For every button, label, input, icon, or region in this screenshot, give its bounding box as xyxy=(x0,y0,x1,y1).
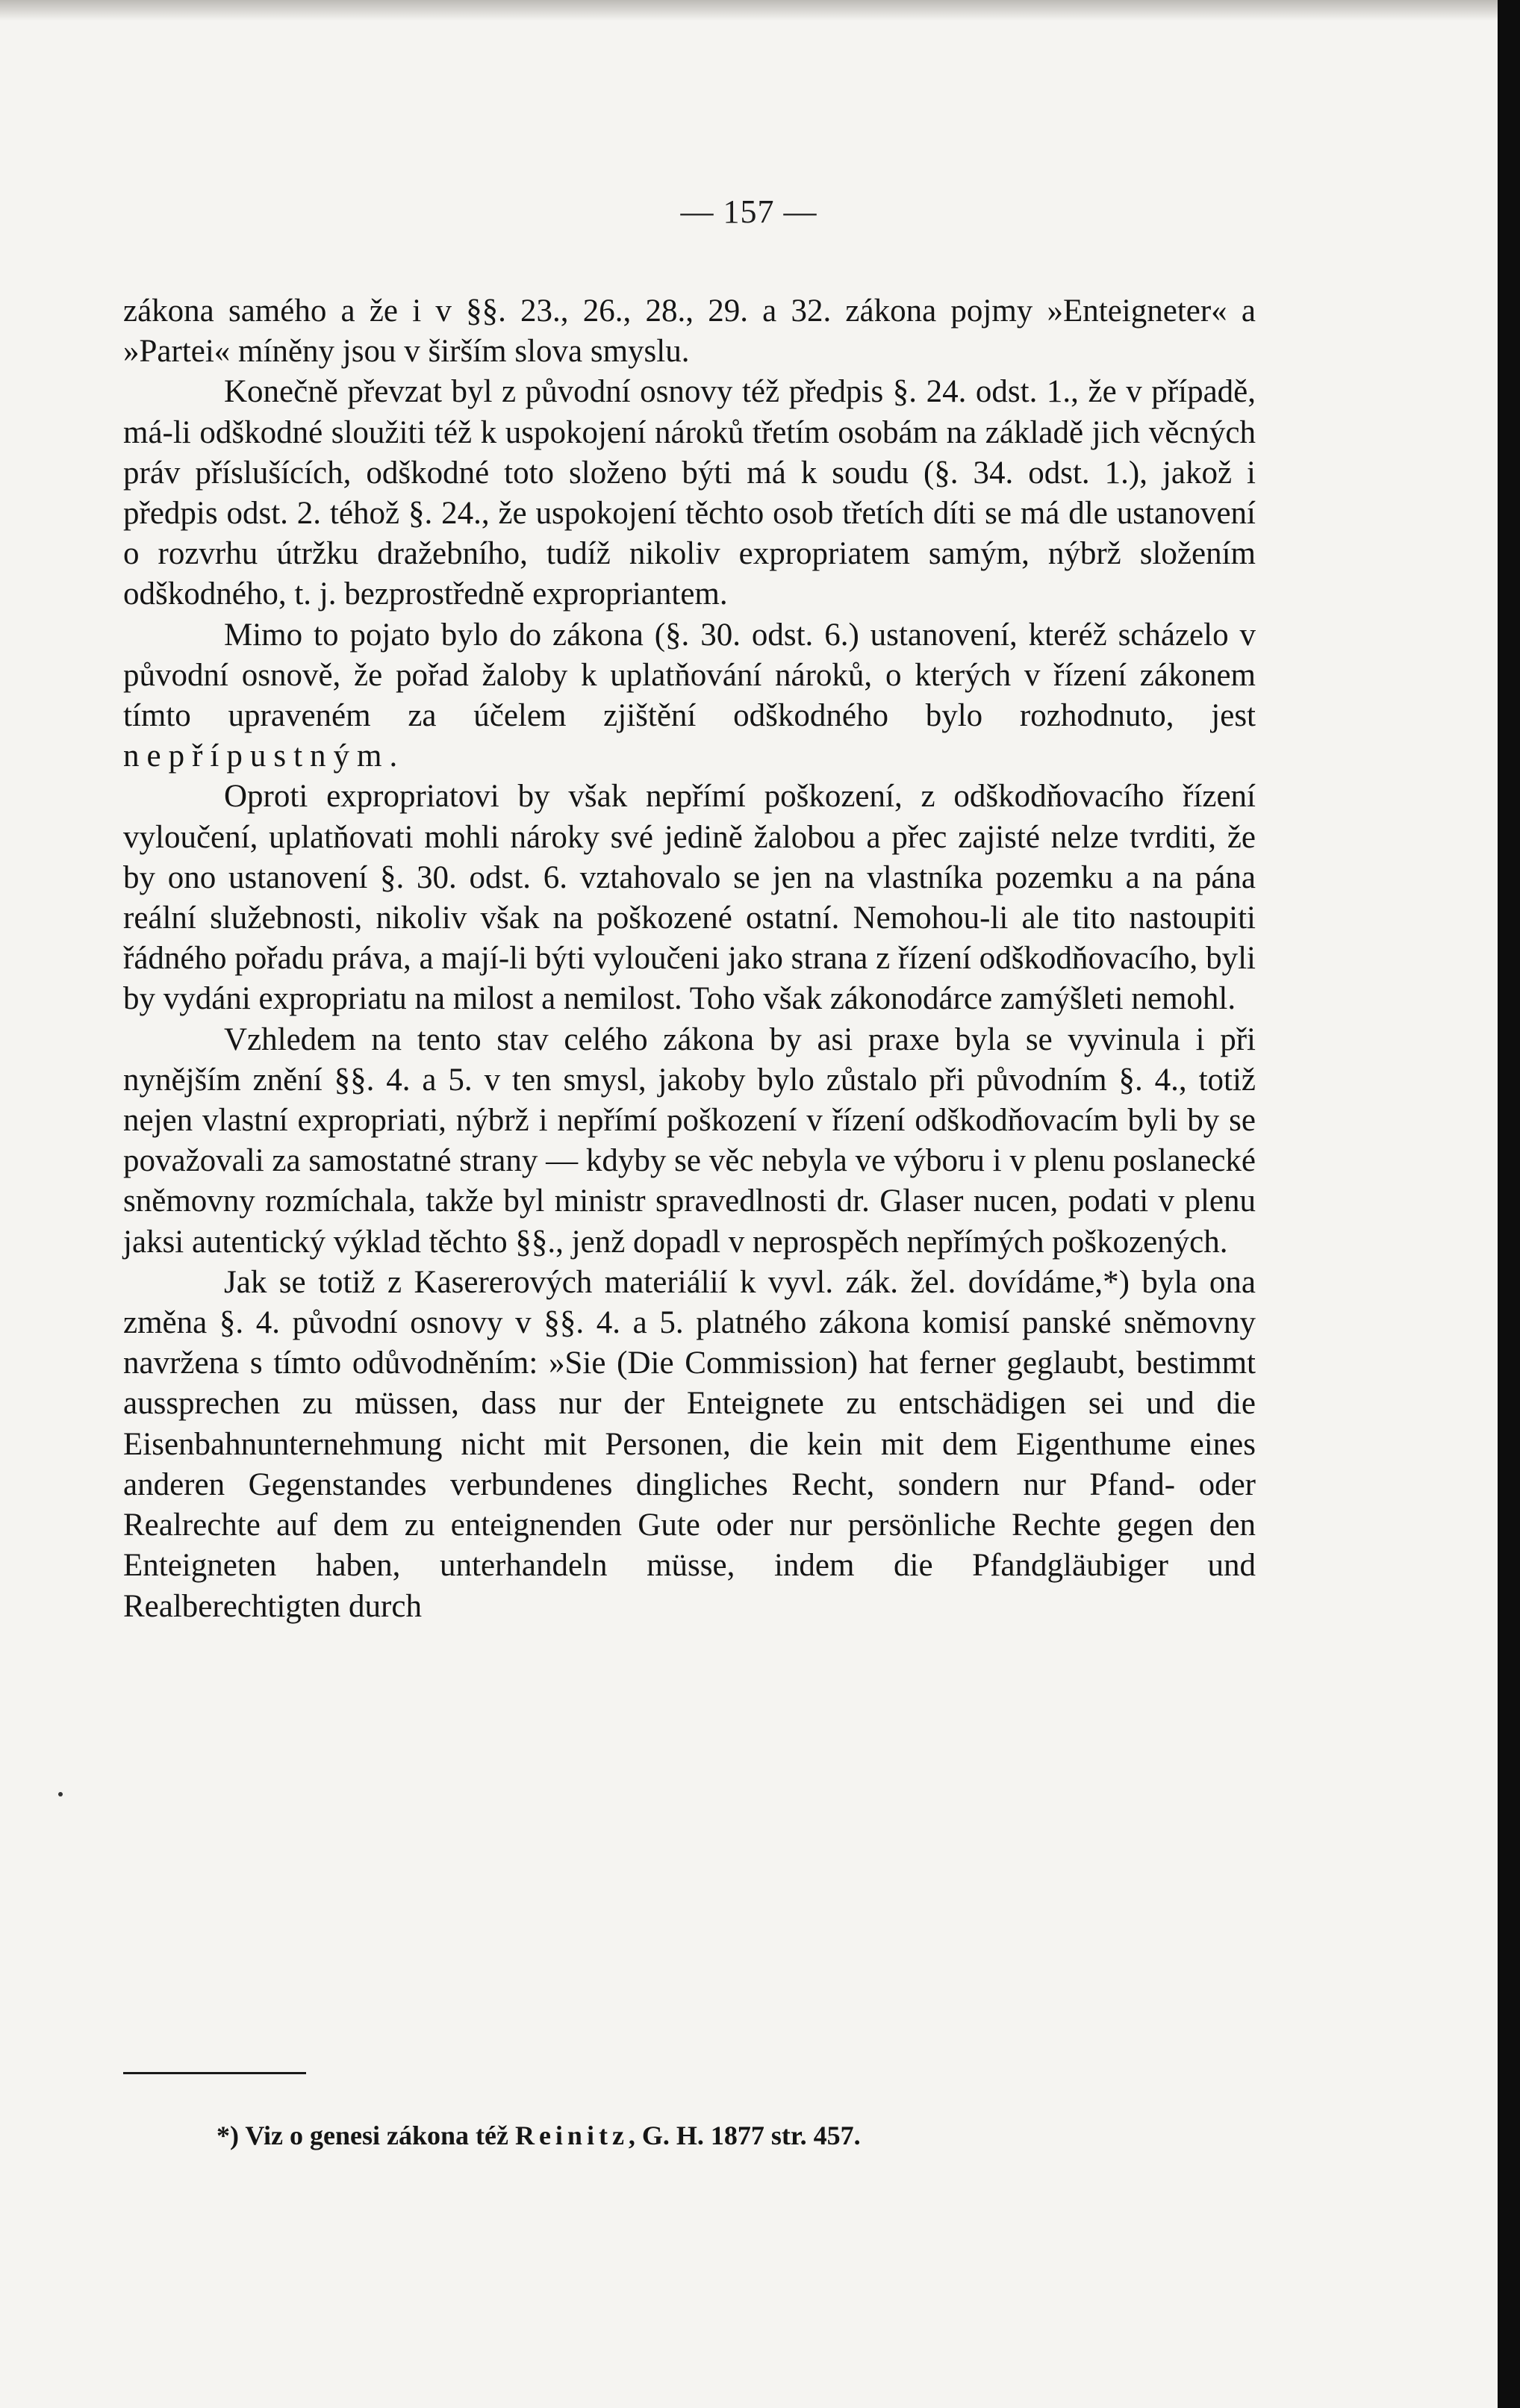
footnote-citation: , G. H. 1877 str. 457. xyxy=(628,2121,861,2150)
footnote-text: Viz o genesi zákona též xyxy=(239,2121,515,2150)
paragraph-3 xyxy=(123,615,1256,777)
paragraph-4: Oproti expropriatovi by však nepřímí poškození, z odškodňovacího řízení vyloučení, uplatňovati mohli nároky své jedině žalobou a přec zajisté nelze tvrditi, že by ono ustanovení §. 30. odst. 6. vztahovalo se jen na vlastníka pozemku a na pána reální služebnosti, nikoliv však na poškozené ostatní. Nemohou-li ale tito nastoupiti řádného pořadu práva, a mají-li býti vyloučeni jako strana z řízení odškodňovacího, byli by vydáni expropriatu na milost a nemilost. Toho však zákonodárce zamýšleti nemohl. xyxy=(123,779,1256,1017)
footnote xyxy=(217,2119,1262,2152)
paragraph-6: Jak se totiž z Kasererových materiálií k vyvl. zák. žel. dovídáme,*) byla ona změna §. 4. původní osnovy v §§. 4. a 5. platného zákona komisí panské sněmovny navržena s tímto odůvodněním: »Sie (Die Commission) hat ferner geglaubt, bestimmt aussprechen zu müssen, dass nur der Enteignete zu entschädigen sei und die Eisenbahnunternehmung nicht mit Personen, die kein mit dem Eigenthume eines anderen Gegenstandes verbundenes dingliches Recht, sondern nur Pfand- oder Realrechte auf dem zu enteignenden Gute oder nur persönliche Rechte gegen den Enteigneten haben, unterhandeln müsse, indem die Pfandgläubiger und Realberechtigten durch xyxy=(123,1264,1256,1624)
scan-edge-shadow xyxy=(0,0,1498,21)
scan-speck xyxy=(58,1792,63,1796)
body-text xyxy=(123,291,1256,1627)
emphasis-spaced-word: nepřípustným xyxy=(123,738,390,774)
footnote-author: Reinitz xyxy=(514,2121,629,2150)
paragraph-5: Vzhledem na tento stav celého zákona by asi praxe byla se vyvinula i při nynějším znění §§. 4. a 5. v ten smysl, jakoby bylo zůstalo při původním §. 4., totiž nejen vlastní expropriati, nýbrž i nepřímí poškození v řízení odškodňovacím byli by se považovali za samostatné strany — kdyby se věc nebyla ve výboru i v plenu poslanecké sněmovny rozmíchala, takže byl ministr spravedlnosti dr. Glaser nucen, podati v plenu jaksi autentický výklad těchto §§., jenž dopadl v neprospěch nepřímých poškozených. xyxy=(123,1021,1256,1260)
paragraph-2: Konečně převzat byl z původní osnovy též předpis §. 24. odst. 1., že v případě, má-li odškodné sloužiti též k uspokojení nároků třetím osobám na základě jich věcných práv příslušících, odškodné toto složeno býti má k soudu (§. 34. odst. 1.), jakož i předpis odst. 2. téhož §. 24., že uspokojení těchto osob třetích díti se má dle ustanovení o rozvrhu útržku dražebního, tudíž nikoliv expropriatem samým, nýbrž složením odškodného, t. j. bezprostředně expropriantem. xyxy=(123,374,1256,612)
paragraph-3-end: . xyxy=(389,738,398,774)
page-number: — 157 — xyxy=(680,193,817,230)
footnote-marker: *) xyxy=(217,2121,239,2150)
paragraph-3-text: Mimo to pojato bylo do zákona (§. 30. odst. 6.) ustanovení, kteréž scházelo v původní osnově, že pořad žaloby k uplatňování nároků, o kterých v řízení zákonem tímto upraveném za účelem zjištění odškodného bylo rozhodnuto, jest xyxy=(123,617,1256,734)
footnote-separator xyxy=(123,2072,306,2074)
paragraph-1: zákona samého a že i v §§. 23., 26., 28., 29. a 32. zákona pojmy »Enteigneter« a »Partei« míněny jsou v širším slova smyslu. xyxy=(123,293,1256,370)
